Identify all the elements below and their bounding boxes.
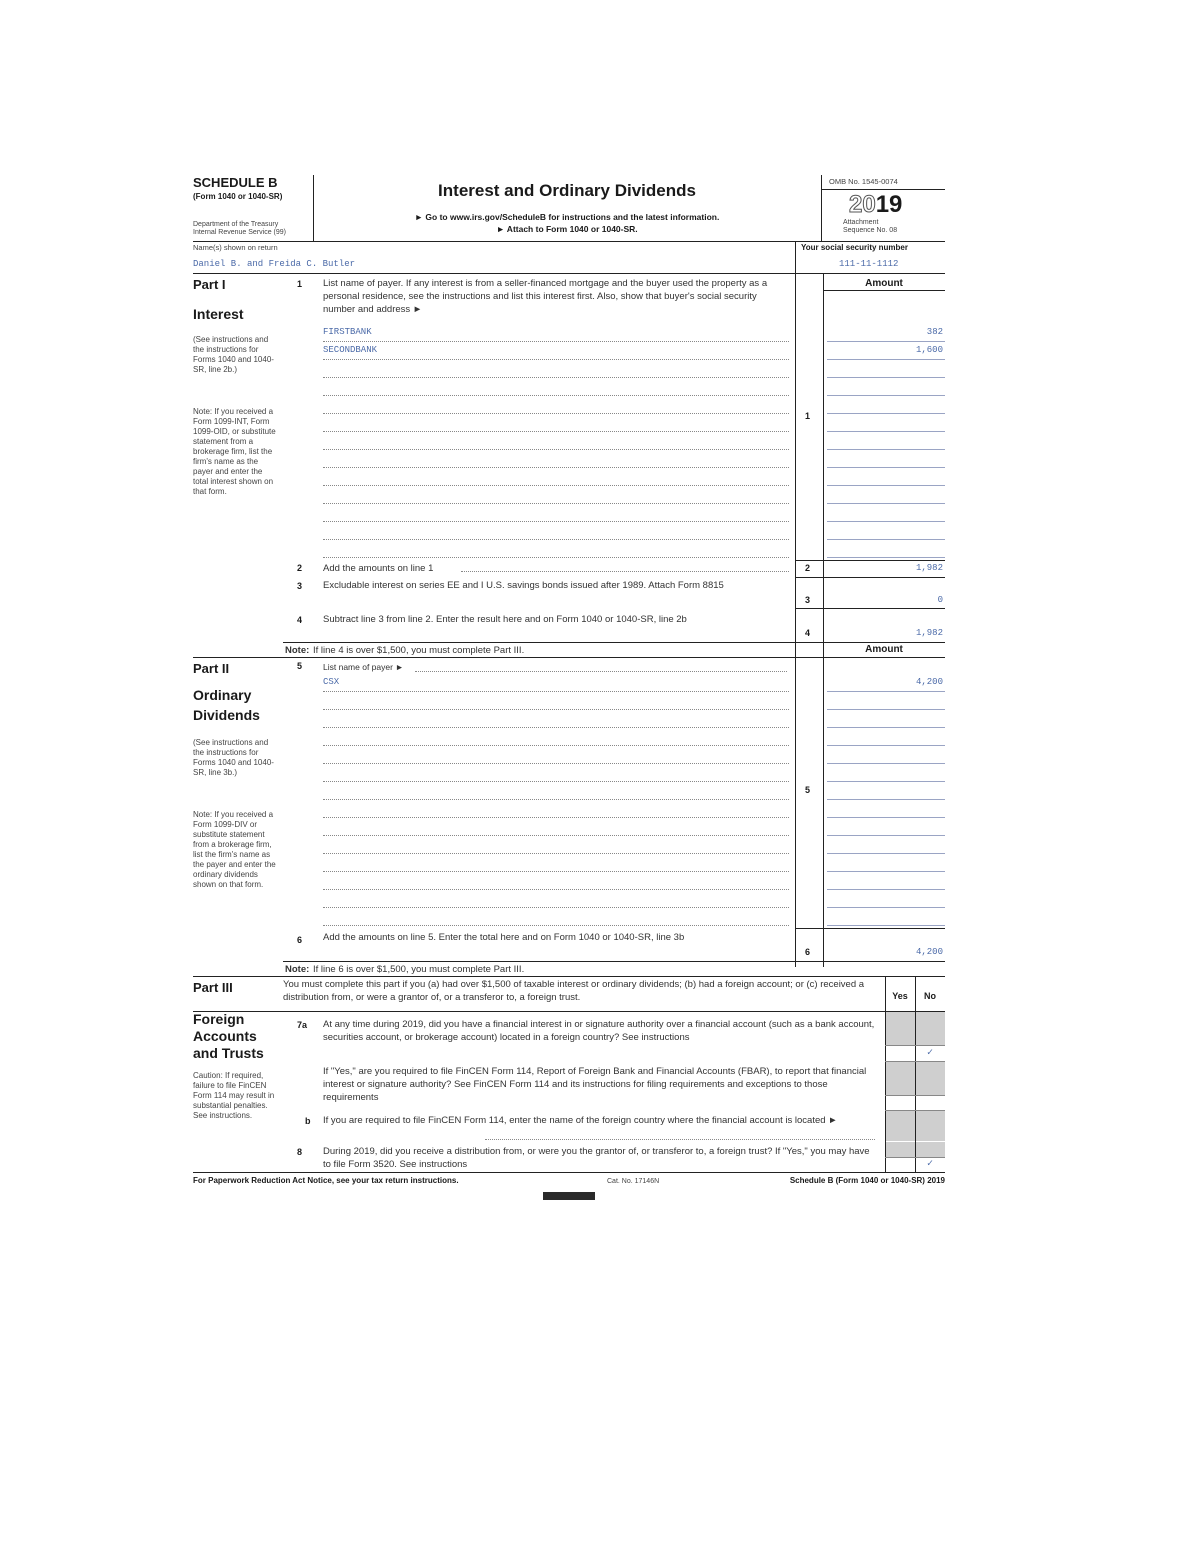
line4-number: 4 bbox=[297, 615, 303, 625]
line6-number: 6 bbox=[297, 935, 303, 945]
line7a-continued-text: If "Yes," are you required to file FinCEN Form 114, Report of Foreign Bank and Financial Accounts (FBAR), to report that financial interest or signature authority? See FinCEN Form 114 and its instructions for filing requirements and exceptions to those requirements bbox=[323, 1066, 867, 1103]
part3-caution: Caution: If required, failure to file FinCEN Form 114 may result in substantial penalties. See instructions. bbox=[193, 1071, 275, 1120]
line1-number: 1 bbox=[297, 279, 303, 289]
yes-header: Yes bbox=[892, 991, 908, 1001]
line1-box-number: 1 bbox=[805, 411, 811, 421]
line6-amount[interactable]: 4,200 bbox=[915, 947, 943, 957]
part3-intro: You must complete this part if you (a) had over $1,500 of taxable interest or ordinary dividends; (b) had a foreign account; or (c) received a distribution from, or were a grantor of, or a transferor to, a foreign trust. bbox=[283, 979, 865, 1003]
interest-payer-name-field[interactable]: FIRSTBANK bbox=[323, 327, 372, 337]
line7b-text: If you are required to file FinCEN Form 114, enter the name of the foreign country where the financial account is located ► bbox=[323, 1115, 838, 1126]
omb-number: OMB No. 1545-0074 bbox=[829, 177, 898, 186]
line1-text: List name of payer. If any interest is from a seller-financed mortgage and the buyer used the property as a personal residence, see the instructions and list this interest first. Also, show that buyer's social security number and address ► bbox=[323, 278, 768, 315]
line3-box-number: 3 bbox=[805, 595, 811, 605]
part2-label: Part II bbox=[193, 661, 230, 676]
form-identifier: Schedule B (Form 1040 or 1040-SR) 2019 bbox=[789, 1176, 945, 1185]
interest-payer-name-field[interactable]: SECONDBANK bbox=[323, 345, 378, 355]
line6-text: Add the amounts on line 5. Enter the total here and on Form 1040 or 1040-SR, line 3b bbox=[323, 932, 685, 943]
part3-label: Part III bbox=[193, 980, 233, 995]
attachment-label: Attachment bbox=[843, 219, 879, 226]
no-header: No bbox=[924, 991, 936, 1001]
line7b-number: b bbox=[305, 1116, 311, 1126]
interest-payer-amount-field[interactable]: 382 bbox=[926, 327, 943, 337]
part1-title: Interest bbox=[193, 306, 244, 322]
line2-box-number: 2 bbox=[805, 563, 811, 573]
irs-label: Internal Revenue Service (99) bbox=[193, 229, 286, 236]
line6-box-number: 6 bbox=[805, 947, 811, 957]
line2-amount[interactable]: 1,982 bbox=[915, 563, 943, 573]
part1-note: Note: If you received a Form 1099-INT, Form 1099-OID, or substitute statement from a brokerage firm, list the firm's name as the payer and enter the total interest shown on that form. bbox=[193, 407, 276, 496]
interest-payer-amount-field[interactable]: 1,600 bbox=[915, 345, 943, 355]
line4-text: Subtract line 3 from line 2. Enter the result here and on Form 1040 or 1040-SR, line 2b bbox=[323, 614, 687, 625]
line8-text: During 2019, did you receive a distribution from, or were you the grantor of, or transferor to, a foreign trust? If "Yes," you may have to file Form 3520. See instructions bbox=[323, 1146, 870, 1170]
line3-number: 3 bbox=[297, 581, 303, 591]
line4-box-number: 4 bbox=[805, 628, 811, 638]
line7a-fbar-no-checkbox[interactable] bbox=[916, 1096, 945, 1110]
page-marker bbox=[543, 1192, 595, 1200]
line3-text: Excludable interest on series EE and I U.S. savings bonds issued after 1989. Attach Form 8815 bbox=[323, 580, 724, 591]
attach-instructions: ► Attach to Form 1040 or 1040-SR. bbox=[496, 224, 638, 234]
paperwork-notice: For Paperwork Reduction Act Notice, see your tax return instructions. bbox=[193, 1176, 459, 1185]
department-label: Department of the Treasury bbox=[193, 221, 279, 228]
part2-note-label: Note: bbox=[285, 964, 310, 975]
line4-amount[interactable]: 1,982 bbox=[915, 628, 943, 638]
form-reference: (Form 1040 or 1040-SR) bbox=[193, 192, 283, 201]
line3-amount[interactable]: 0 bbox=[937, 595, 943, 605]
part2-title-line2: Dividends bbox=[193, 707, 260, 723]
line7a-fbar-yes-checkbox[interactable] bbox=[886, 1096, 915, 1110]
form-title: Interest and Ordinary Dividends bbox=[438, 181, 696, 200]
part2-note: Note: If you received a Form 1099-DIV or substitute statement from a brokerage firm, list the firm's name as the payer and enter the ordinary dividends shown on that form. bbox=[193, 810, 276, 889]
schedule-b-form bbox=[193, 175, 945, 1205]
ssn-label: Your social security number bbox=[801, 243, 908, 252]
part1-note-label: Note: bbox=[285, 645, 310, 656]
line8-number: 8 bbox=[297, 1147, 303, 1157]
schedule-label: SCHEDULE B bbox=[193, 175, 278, 190]
part2-amount-header: Amount bbox=[865, 644, 903, 655]
line5-text: List name of payer ► bbox=[323, 662, 404, 672]
part1-label: Part I bbox=[193, 277, 226, 292]
taxpayer-names[interactable]: Daniel B. and Freida C. Butler bbox=[193, 259, 356, 269]
goto-instructions: ► Go to www.irs.gov/ScheduleB for instructions and the latest information. bbox=[414, 212, 720, 222]
tax-year: 2019 bbox=[849, 191, 903, 218]
line7a-text: At any time during 2019, did you have a financial interest in or signature authority over a financial account (such as a bank account, securities account, or brokerage account) located in a foreign country? See instructions bbox=[323, 1019, 875, 1043]
dividend-payer-name-field[interactable]: CSX bbox=[323, 677, 340, 687]
ssn-value[interactable]: 111-11-1112 bbox=[839, 259, 899, 269]
names-label: Name(s) shown on return bbox=[193, 243, 278, 252]
part1-amount-header: Amount bbox=[865, 278, 903, 289]
part1-see-instructions: (See instructions and the instructions for Forms 1040 and 1040-SR, line 2b.) bbox=[193, 335, 274, 374]
part1-note-bottom: If line 4 is over $1,500, you must complete Part III. bbox=[313, 645, 525, 656]
part2-note-bottom: If line 6 is over $1,500, you must complete Part III. bbox=[313, 964, 525, 975]
line8-no-checkbox[interactable]: ✓ bbox=[926, 1159, 934, 1170]
line7a-number: 7a bbox=[297, 1020, 308, 1030]
catalog-number: Cat. No. 17146N bbox=[607, 1178, 660, 1185]
line5-box-number: 5 bbox=[805, 785, 811, 795]
sequence-number: Sequence No. 08 bbox=[843, 227, 898, 234]
part3-title: Foreign Accounts and Trusts bbox=[193, 1011, 264, 1061]
line7a-no-checkbox[interactable]: ✓ bbox=[926, 1048, 934, 1059]
part2-see-instructions: (See instructions and the instructions for Forms 1040 and 1040-SR, line 3b.) bbox=[193, 738, 274, 777]
line5-number: 5 bbox=[297, 661, 303, 671]
line2-text: Add the amounts on line 1 bbox=[323, 563, 434, 574]
dividend-payer-amount-field[interactable]: 4,200 bbox=[915, 677, 943, 687]
line2-number: 2 bbox=[297, 563, 303, 573]
part2-title-line1: Ordinary bbox=[193, 687, 252, 703]
